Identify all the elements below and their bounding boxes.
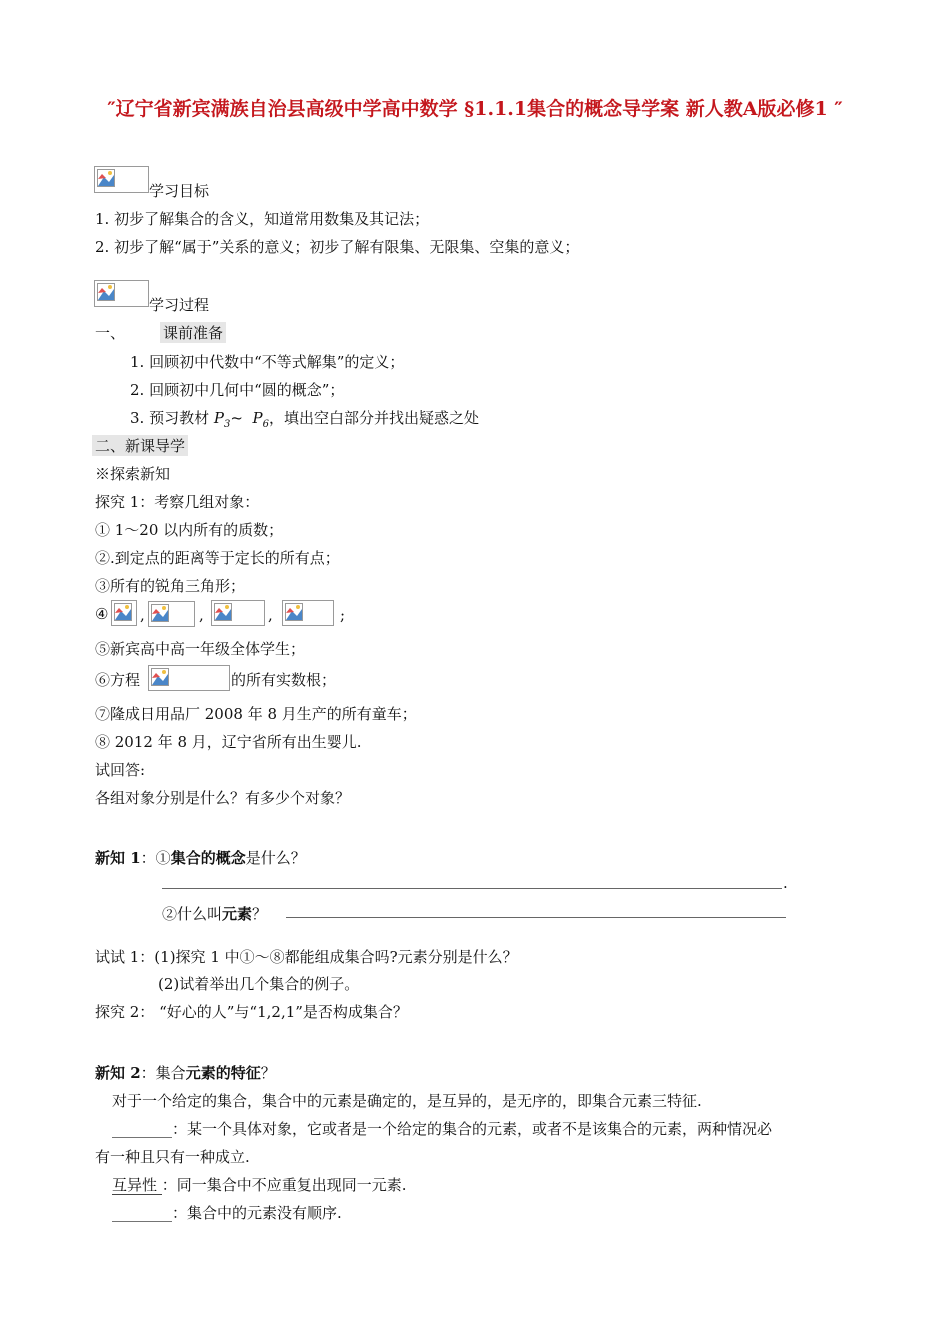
- prep-item-2: 2. 回顾初中几何中“圆的概念”；: [130, 381, 345, 399]
- try1-line-1: 试试 1：(1)探究 1 中①～⑧都能组成集合吗?元素分别是什么？: [95, 948, 518, 966]
- broken-image-placeholder: [94, 280, 149, 307]
- try-answer-label: 试回答:: [95, 761, 146, 779]
- image-icon: [151, 668, 169, 686]
- part2-heading: 二、新课导学: [92, 435, 188, 456]
- explore1-heading: 探究 1：考察几组对象：: [95, 493, 260, 511]
- image-icon: [214, 603, 232, 621]
- blank-end-dot: .: [783, 874, 788, 892]
- document-title: ″辽宁省新宾满族自治县高级中学高中数学 §1.1.1集合的概念导学案 新人教A版必修1 ″: [107, 98, 843, 120]
- question-text: 各组对象分别是什么？有多少个对象？: [95, 789, 351, 807]
- broken-image-placeholder: [211, 600, 265, 626]
- newknow1-q2-tail: ？: [252, 905, 268, 923]
- page-sep: ~: [230, 409, 243, 427]
- broken-image-placeholder: [148, 665, 230, 691]
- object-item-6-pre: ⑥方程: [95, 671, 141, 689]
- newknow1-tail: 是什么？: [245, 849, 306, 867]
- section-heading-goals: 学习目标: [149, 182, 210, 200]
- page-to: P: [252, 409, 263, 427]
- broken-image-placeholder: [282, 600, 334, 626]
- comma: ,: [140, 606, 145, 624]
- newknow1-colon: ：①: [140, 849, 171, 867]
- newknow1-line: [95, 847, 306, 868]
- newknow1-concept: 集合的概念: [170, 849, 246, 867]
- newknow1-q2-pre: ②什么叫: [162, 905, 223, 923]
- broken-image-placeholder: [148, 601, 195, 627]
- newknow1-q2: [162, 903, 267, 924]
- part1-number: 一、: [95, 324, 126, 342]
- explore-label: ※探索新知: [95, 465, 171, 483]
- image-icon: [97, 169, 115, 187]
- comma: ,: [199, 606, 204, 624]
- newknow2-para-2a: [112, 1118, 772, 1139]
- newknow2-label: 新知 2: [95, 1064, 141, 1082]
- newknow2-pre: ：集合: [140, 1064, 186, 1082]
- newknow1-label: 新知 1: [95, 849, 141, 867]
- newknow1-q2-bold: 元素: [222, 905, 253, 923]
- newknow2-tail: ？: [260, 1064, 276, 1082]
- broken-image-placeholder: [111, 600, 137, 626]
- section-heading-process: 学习过程: [149, 296, 210, 314]
- object-item-6-post: 的所有实数根；: [231, 671, 337, 689]
- answer-blank-line[interactable]: [286, 917, 786, 918]
- object-item-3: ③所有的锐角三角形；: [95, 577, 246, 595]
- goal-item-1: 1. 初步了解集合的含义，知道常用数集及其记法；: [95, 210, 430, 228]
- prep-item-3-tail: ，填出空白部分并找出疑惑之处: [268, 409, 479, 427]
- newknow2-para-3: [112, 1174, 407, 1195]
- newknow2-bold: 元素的特征: [185, 1064, 261, 1082]
- fill-blank[interactable]: ________: [112, 1120, 172, 1138]
- image-icon: [285, 603, 303, 621]
- image-icon: [114, 603, 132, 621]
- newknow2-para-3-text: ：同一集合中不应重复出现同一元素.: [161, 1176, 407, 1194]
- newknow2-line: [95, 1062, 276, 1083]
- part1-label: 课前准备: [160, 322, 226, 343]
- page-from: P: [213, 409, 224, 427]
- page-from-sub: 3: [223, 419, 231, 430]
- page-to-sub: 6: [262, 419, 269, 430]
- newknow2-para-2b: 有一种且只有一种成立.: [95, 1148, 250, 1166]
- object-item-4-marker: ④: [95, 605, 109, 623]
- object-item-8: ⑧ 2012 年 8 月，辽宁省所有出生婴儿.: [95, 733, 362, 751]
- answer-blank-line[interactable]: [162, 888, 782, 889]
- newknow2-para-2a-text: ：某一个具体对象，它或者是一个给定的集合的元素，或者不是该集合的元素，两种情况必: [172, 1120, 773, 1138]
- prep-item-3-text: 3. 预习教材: [130, 409, 210, 427]
- page-range: [213, 409, 269, 430]
- comma: ,: [268, 606, 273, 624]
- newknow2-para-4-text: ：集合中的元素没有顺序.: [172, 1204, 342, 1222]
- goal-item-2: 2. 初步了解“属于”关系的意义；初步了解有限集、无限集、空集的意义；: [95, 238, 580, 256]
- image-icon: [151, 604, 169, 622]
- try1-line-2: (2)试着举出几个集合的例子。: [158, 975, 360, 993]
- object-item-2: ②.到定点的距离等于定长的所有点；: [95, 549, 340, 567]
- prep-item-3: [130, 407, 479, 430]
- image-icon: [97, 283, 115, 301]
- object-item-7: ⑦隆成日用品厂 2008 年 8 月生产的所有童车；: [95, 705, 417, 723]
- term-distinctness: 互异性: [112, 1176, 162, 1194]
- fill-blank[interactable]: ________: [112, 1204, 172, 1222]
- object-item-1: ① 1～20 以内所有的质数；: [95, 521, 284, 539]
- object-item-5: ⑤新宾高中高一年级全体学生；: [95, 640, 306, 658]
- semicolon: ;: [340, 606, 346, 624]
- explore2-text: 探究 2： “好心的人”与“1,2,1”是否构成集合？: [95, 1003, 408, 1021]
- newknow2-para-1: 对于一个给定的集合，集合中的元素是确定的，是互异的，是无序的，即集合元素三特征.: [112, 1092, 702, 1110]
- prep-item-1: 1. 回顾初中代数中“不等式解集”的定义；: [130, 353, 405, 371]
- broken-image-placeholder: [94, 166, 149, 193]
- newknow2-para-4: [112, 1202, 342, 1223]
